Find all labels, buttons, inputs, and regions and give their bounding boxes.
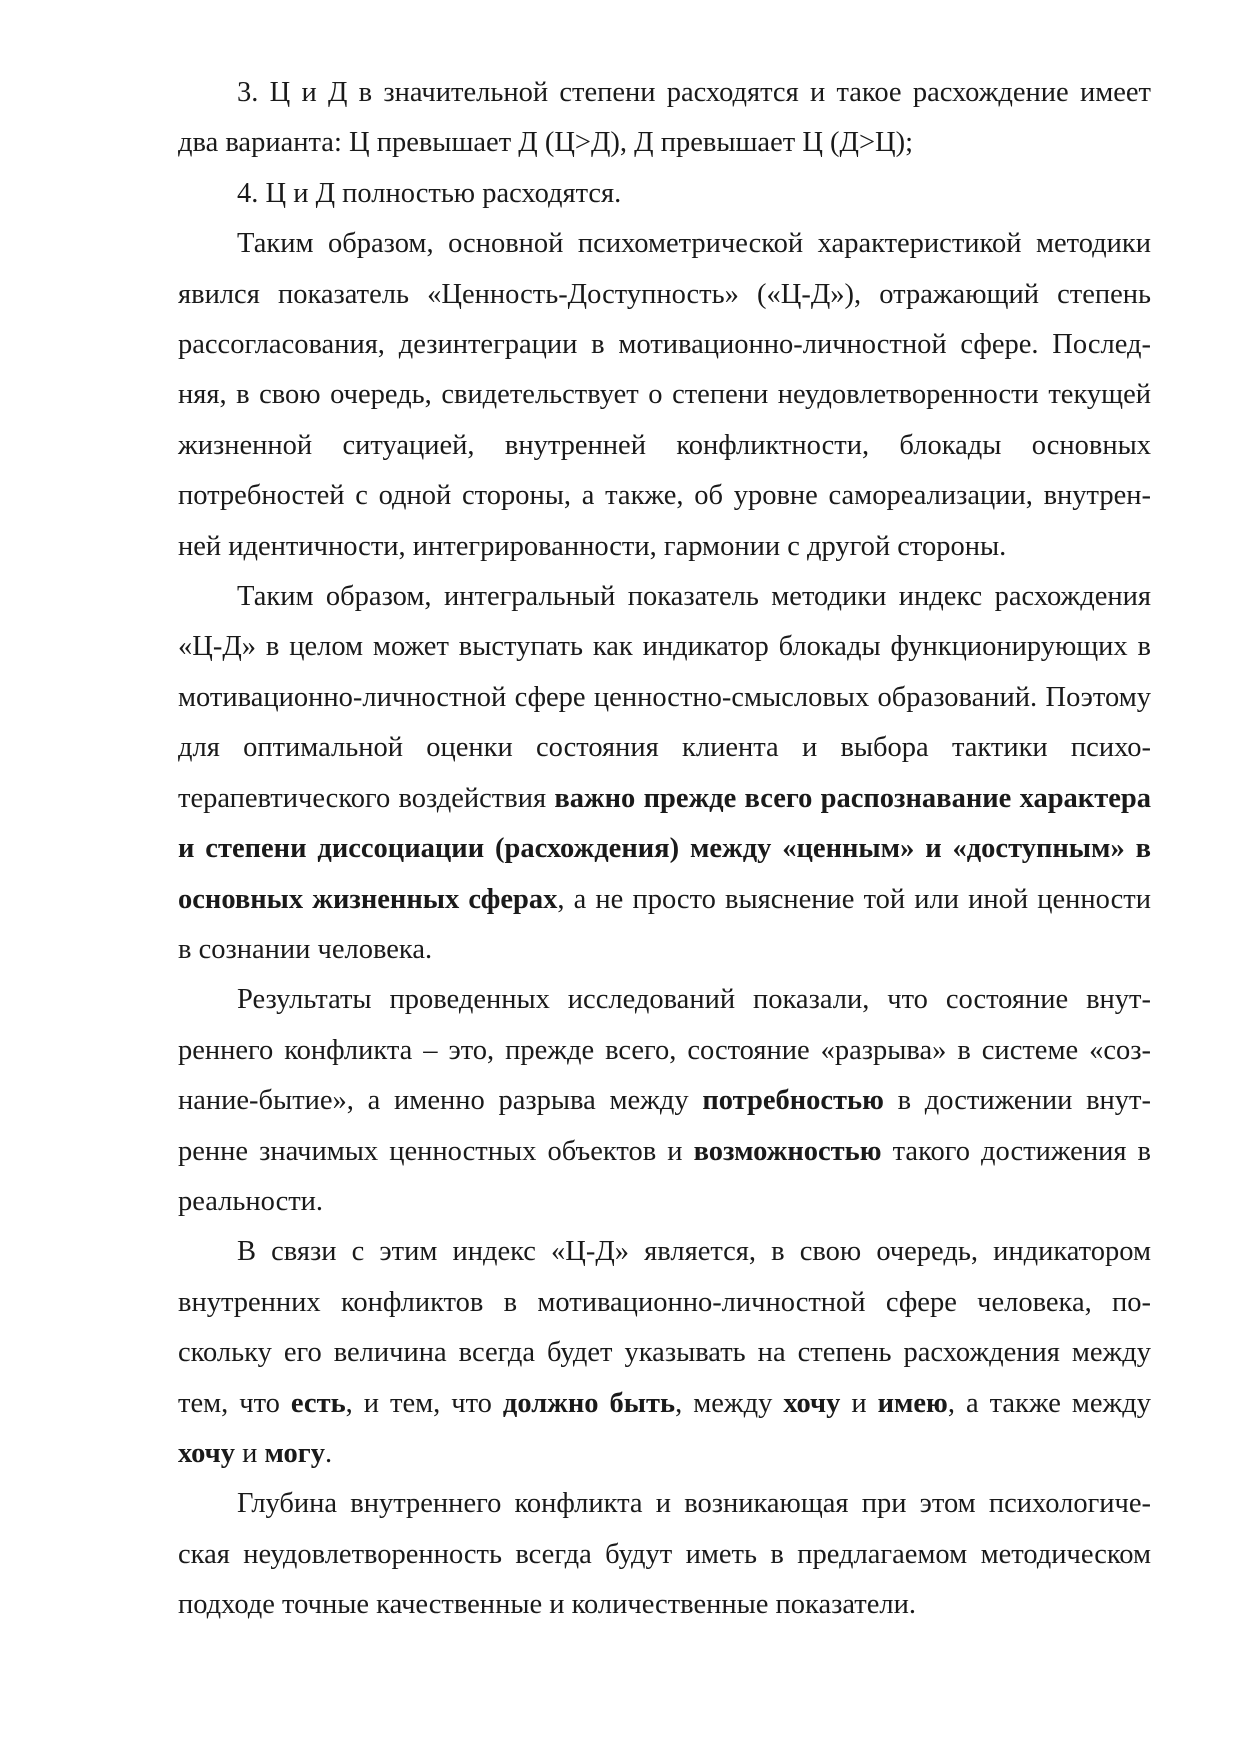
text-run: такого достижения в реальности. <box>178 1135 1151 1217</box>
text-run: , а также между <box>947 1387 1151 1419</box>
bold-text-run: должно быть <box>502 1387 676 1419</box>
paragraph-cd-index-indicator <box>178 1227 1151 1479</box>
paragraph-list-item-4 <box>178 169 1151 219</box>
text-run: 4. Ц и Д полностью расходятся. <box>237 177 622 209</box>
bold-text-run: потребностью <box>702 1085 884 1117</box>
bold-text-run: хочу <box>783 1387 841 1419</box>
text-run: и <box>235 1437 265 1469</box>
text-run: Таким образом, интегральный показатель методики индекс расхождения «Ц-Д» в целом может выступать как индикатор блокады функционирующих в мотивационно-личностной сфере ценностно-смысловых образований. Поэтому для оптимальной оценки состояния клиента и выбора тактики психотерапевтического воздействия <box>178 581 1151 814</box>
paragraph-research-results <box>178 975 1151 1227</box>
text-run: В связи с этим индекс «Ц-Д» является, в свою очередь, индикатором внутренних конфликтов в мотивационно-личностной сфере человека, поскольку его величина всегда будет указывать на степень расхождения между тем, что <box>178 1236 1151 1419</box>
text-run: , между <box>675 1387 784 1419</box>
body-text <box>178 68 1151 1631</box>
bold-text-run: возможностью <box>693 1135 882 1167</box>
text-run: 3. Ц и Д в значительной степени расходятся и такое расхождение имеет два варианта: Ц превышает Д (Ц>Д), Д превышает Ц (Д>Ц); <box>178 77 1151 159</box>
text-run: . <box>325 1437 333 1469</box>
paragraph-conflict-depth <box>178 1479 1151 1630</box>
bold-text-run: хочу <box>178 1437 235 1469</box>
bold-text-run: важно прежде всего распознавание характера и степени диссоциации (расхождения) между «ценным» и «доступным» в основных жизненных сферах <box>178 782 1151 915</box>
bold-text-run: имею <box>877 1387 948 1419</box>
bold-text-run: могу <box>264 1437 325 1469</box>
paragraph-psychometric-indicator <box>178 219 1151 572</box>
text-run: Таким образом, основной психометрической характеристикой методики явился показатель «Ценность-Доступность» («Ц-Д»), отражающий степень рассогласования, дезинтеграции в мотивационно-личностной сфере. Последняя, в свою очередь, свидетельствует о степени неудовлетворенности текущей жизненной ситуацией, внутренней конфликтности, блокады основных потребностей с одной стороны, а также, об уровне самореализации, внутренней идентичности, интегрированности, гармонии с другой стороны. <box>178 228 1151 562</box>
text-run: , и тем, что <box>345 1387 503 1419</box>
paragraph-integral-index <box>178 572 1151 975</box>
text-run: , а не просто выяснение той или иной ценности в сознании человека. <box>178 883 1151 965</box>
bold-text-run: есть <box>290 1387 346 1419</box>
text-run: Результаты проведенных исследований показали, что состояние внутреннего конфликта – это, прежде всего, состояние «разрыва» в системе «сознание-бытие», а именно разрыва между <box>178 984 1151 1117</box>
text-run: Глубина внутреннего конфликта и возникающая при этом психологическая неудовлетворенность всегда будут иметь в предлагаемом методическом подходе точные качественные и количественные показатели. <box>178 1488 1151 1621</box>
text-run: в достижении внутренне значимых ценностных объектов и <box>178 1085 1151 1167</box>
text-run: и <box>840 1387 878 1419</box>
paragraph-list-item-3 <box>178 68 1151 169</box>
